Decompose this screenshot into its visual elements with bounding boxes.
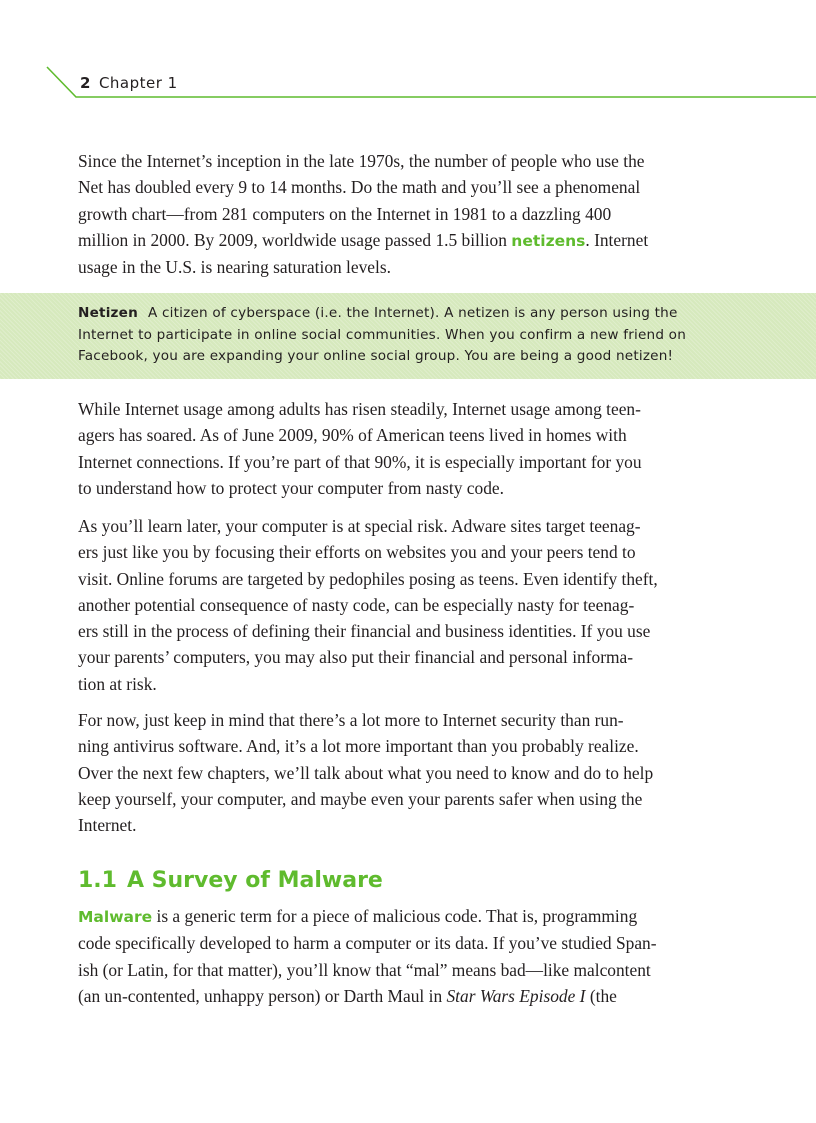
definition-box [0,293,816,379]
text-line: As you’ll learn later, your computer is at special risk. Adware sites target teenag- [78,516,641,536]
text-line: Net has doubled every 9 to 14 months. Do the math and you’ll see a phenomenal [78,177,641,198]
paragraph-special-risk [78,513,738,697]
text-line: growth chart—from 281 computers on the Internet in 1981 to a dazzling 400 [78,203,612,224]
definition-line: Internet to participate in online social communities. When you confirm a new friend on [78,326,687,343]
paragraph-intro [78,148,738,280]
text-line: Since the Internet’s inception in the late 1970s, the number of people who use the [78,151,645,171]
running-head [0,62,816,102]
definition-text [78,303,686,368]
text-fragment: is a generic term for a piece of malicious code. That is, programming [152,906,638,926]
chapter-label: Chapter 1 [98,74,178,92]
text-fragment: (the [585,985,617,1006]
text-line: ers still in the process of defining their financial and business identities. If you use [78,621,651,642]
italic-title: Star Wars Episode I [446,985,586,1006]
text-fragment: . Internet [585,229,649,250]
keyword-netizens: netizens [511,231,586,250]
text-line: ers just like you by focusing their efforts on websites you and your peers tend to [78,542,636,563]
text-fragment: (an un-contented, unhappy person) or Darth Maul in [78,985,447,1006]
text-line: While Internet usage among adults has risen steadily, Internet usage among teen- [78,399,641,419]
text-line: visit. Online forums are targeted by pedophiles posing as teens. Even identify theft, [78,568,658,589]
section-title: A Survey of Malware [126,868,383,893]
text-line: ning antivirus software. And, it’s a lot more important than you probably realize. [78,736,639,757]
keyword-malware: Malware [78,908,153,926]
definition-line [78,303,686,325]
text-line: Internet connections. If you’re part of that 90%, it is especially important for you [78,451,642,472]
text-line: usage in the U.S. is nearing saturation levels. [78,257,391,278]
text-line: Internet. [78,815,137,836]
definition-fragment: A citizen of cyberspace (i.e. the Internet). A netizen is any person using the [147,305,678,321]
text-line: agers has soared. As of June 2009, 90% of American teens lived in homes with [78,425,627,446]
text-line: another potential consequence of nasty code, can be especially nasty for teenag- [78,594,635,615]
paragraph-security [78,707,738,838]
paragraph-teen-usage [78,396,738,501]
paragraph-malware [78,903,738,1009]
text-line [78,227,738,254]
text-line: ish (or Latin, for that matter), you’ll know that “mal” means bad—like malcontent [78,959,651,980]
text-line: For now, just keep in mind that there’s a lot more to Internet security than run- [78,710,624,730]
text-line: tion at risk. [78,673,157,694]
definition-term: Netizen [78,305,138,321]
definition-line: Facebook, you are expanding your online social group. You are being a good netizen! [78,348,674,364]
text-line: to understand how to protect your computer from nasty code. [78,477,504,498]
text-line: Over the next few chapters, we’ll talk about what you need to know and do to help [78,762,654,783]
text-line: code specifically developed to harm a computer or its data. If you’ve studied Span- [78,933,657,954]
text-line [78,983,738,1009]
section-number: 1.1 [78,868,117,893]
text-line [78,903,738,930]
text-line: your parents’ computers, you may also put their financial and personal informa- [78,647,634,668]
header-text [80,74,178,92]
text-line: keep yourself, your computer, and maybe even your parents safer when using the [78,788,643,809]
page-number: 2 [80,74,91,92]
section-heading [78,868,383,893]
text-fragment: million in 2000. By 2009, worldwide usage passed 1.5 billion [78,229,512,250]
